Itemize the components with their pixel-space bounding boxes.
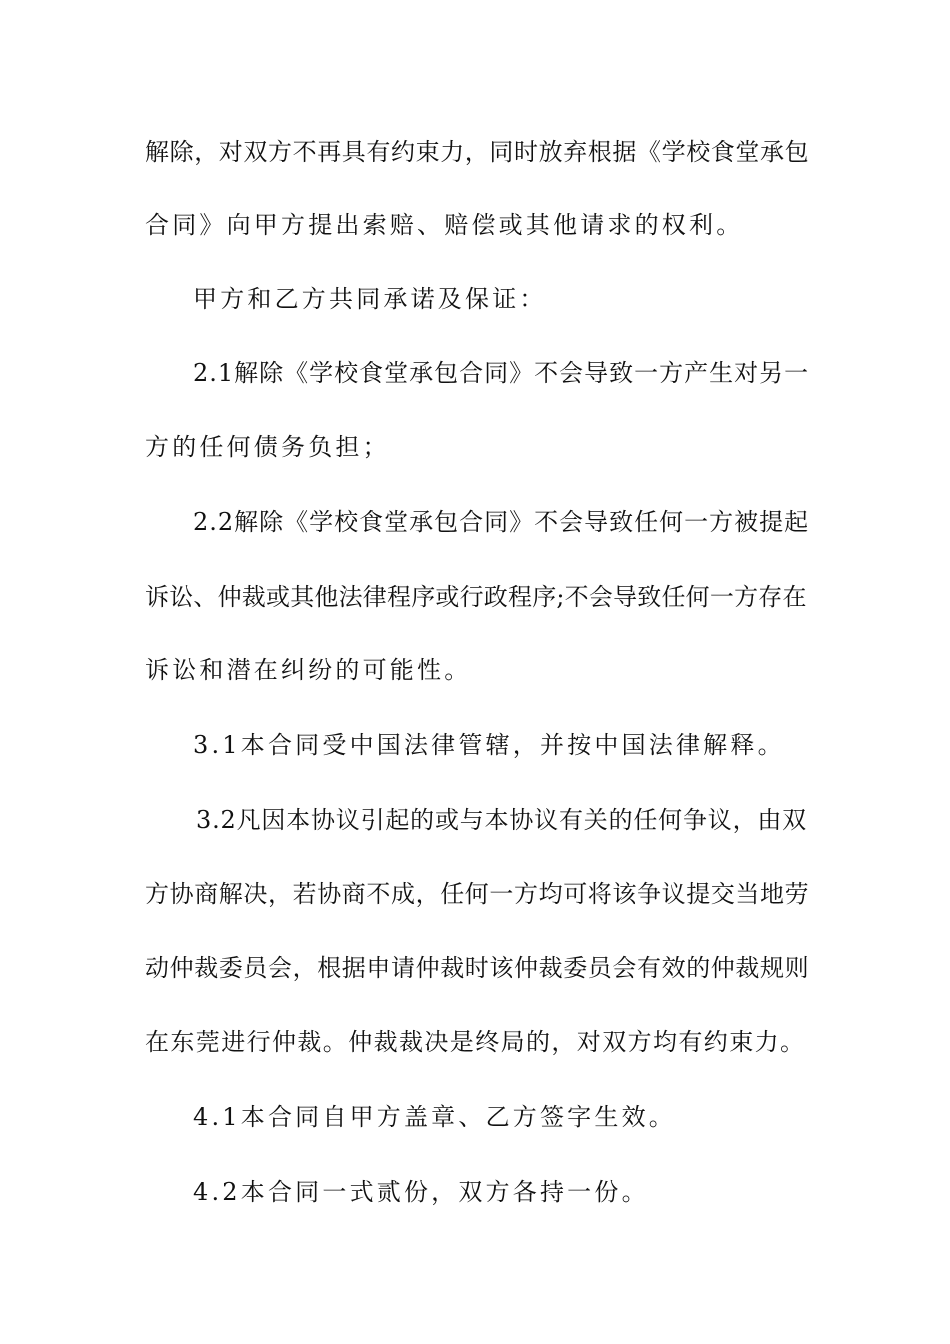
text-line-7: 诉讼、仲裁或其他法律程序或行政程序;不会导致任何一方存在: [145, 583, 807, 611]
text-line-10: 3.2凡因本协议引起的或与本协议有关的任何争议，由双: [196, 806, 807, 834]
text-line-8: 诉讼和潜在纠纷的可能性。: [145, 656, 472, 684]
text-line-11: 方协商解决，若协商不成，任何一方均可将该争议提交当地劳: [145, 880, 810, 908]
text-line-6: 2.2解除《学校食堂承包合同》不会导致任何一方被提起: [193, 508, 810, 536]
text-line-1: 解除，对双方不再具有约束力，同时放弃根据《学校食堂承包: [145, 138, 810, 166]
text-line-3: 甲方和乙方共同承诺及保证：: [193, 285, 547, 313]
text-line-5: 方的任何债务负担；: [145, 433, 390, 461]
text-line-12: 动仲裁委员会，根据申请仲裁时该仲裁委员会有效的仲裁规则: [145, 954, 810, 982]
text-line-4: 2.1解除《学校食堂承包合同》不会导致一方产生对另一: [193, 359, 810, 387]
text-line-2: 合同》向甲方提出索赔、赔偿或其他请求的权利。: [145, 211, 744, 239]
text-line-15: 4.2本合同一式贰份，双方各持一份。: [193, 1178, 649, 1206]
text-line-14: 4.1本合同自甲方盖章、乙方签字生效。: [193, 1103, 676, 1131]
text-line-9: 3.1本合同受中国法律管辖，并按中国法律解释。: [193, 731, 785, 759]
text-line-13: 在东莞进行仲裁。仲裁裁决是终局的，对双方均有约束力。: [145, 1028, 806, 1056]
